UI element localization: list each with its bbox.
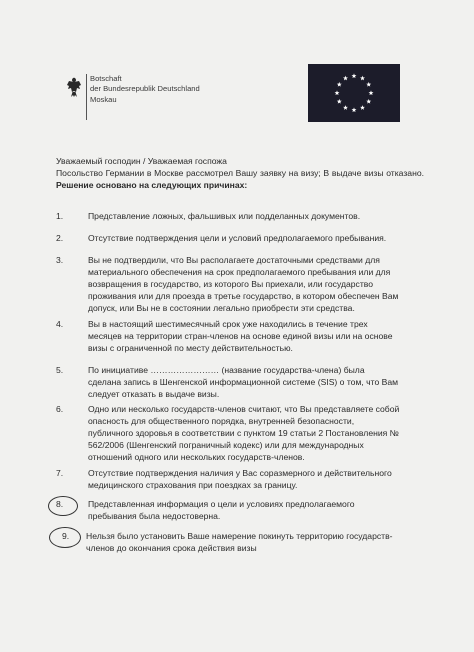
- reason-line: визы с ограниченной по месту действительностью.: [88, 343, 293, 353]
- intro-paragraph: [56, 167, 424, 191]
- reason-number: 8.: [56, 499, 64, 509]
- reason-number: 7.: [56, 468, 64, 478]
- reason-number: 4.: [56, 319, 64, 329]
- reason-line: пребывания была недостоверна.: [88, 511, 221, 521]
- letter-intro-block: [56, 155, 424, 191]
- federal-eagle-icon: [66, 76, 82, 98]
- intro-text: Посольство Германии в Москве рассмотрел Вашу заявку на визу; В выдаче визы отказано.: [56, 168, 424, 178]
- reason-line: Нельзя было установить Ваше намерение покинуть территорию государств-: [86, 531, 393, 541]
- reason-number: 3.: [56, 255, 64, 265]
- reason-line: месяцев на территории стран-членов на основе единой визы или на основе: [88, 331, 393, 341]
- reason-text: [88, 232, 436, 244]
- embassy-line: Botschaft: [90, 74, 122, 83]
- embassy-line: der Bundesrepublik Deutschland: [90, 84, 200, 94]
- reason-line: сделана запись в Шенгенской информационной системе (SIS) о том, что Вам: [88, 377, 399, 387]
- reason-line: 562/2006 (Шенгенский пограничный кодекс) или для международных: [88, 440, 364, 450]
- reason-text: [88, 210, 436, 222]
- reason-line: публичного здоровья в соответствии с пунктом 19 статьи 2 Постановления №: [88, 428, 399, 438]
- embassy-line: Moskau: [90, 94, 117, 104]
- reason-line: Отсутствие подтверждения наличия у Вас соразмерного и действительного: [88, 468, 392, 478]
- reason-line: следует отказать в выдаче визы.: [88, 389, 220, 399]
- embassy-name: [90, 74, 200, 105]
- reason-number: 6.: [56, 404, 64, 414]
- reason-line: отношений одного или нескольких государств-членов.: [88, 452, 305, 462]
- reason-line: опасность для общественного порядка, внутренней безопасности,: [88, 416, 355, 426]
- reason-line: По инициативе …………………… (название государства-члена) была: [88, 365, 365, 375]
- reason-text: [86, 530, 434, 554]
- circle-mark-8: [48, 496, 78, 516]
- eu-flag-icon: [308, 64, 400, 122]
- reason-line: медицинского страхования при поездках за границу.: [88, 480, 298, 490]
- reason-text: [88, 318, 436, 354]
- reason-line: Представленная информация о цели и условиях предполагаемого: [88, 499, 355, 509]
- reason-line: Представление ложных, фальшивых или подделанных документов.: [88, 211, 361, 221]
- reason-number: 2.: [56, 233, 64, 243]
- reason-line: Одно или несколько государств-членов считают, что Вы представляете собой: [88, 404, 400, 414]
- reason-number: 1.: [56, 211, 64, 221]
- reason-line: материального обеспечения на срок предполагаемого пребывания или для: [88, 267, 391, 277]
- reason-number: 5.: [56, 365, 64, 375]
- emblem-divider: [86, 74, 87, 120]
- reason-line: Вы в настоящий шестимесячный срок уже находились в течение трех: [88, 319, 368, 329]
- reason-text: [88, 403, 436, 463]
- reason-number: 9.: [62, 531, 70, 541]
- reason-text: [88, 498, 436, 522]
- reason-line: членов до окончания срока действия визы: [86, 543, 257, 553]
- reason-line: Вы не подтвердили, что Вы располагаете достаточными средствами для: [88, 255, 380, 265]
- reason-line: Отсутствие подтверждения цели и условий предполагаемого пребывания.: [88, 233, 387, 243]
- reason-line: проживания или для проезда в третье государство, в котором обеспечен Вам: [88, 291, 399, 301]
- decision-heading: Решение основано на следующих причинах:: [56, 180, 248, 190]
- circle-mark-9: [49, 527, 81, 548]
- reason-text: [88, 364, 436, 400]
- salutation: Уважаемый господин / Уважаемая госпожа: [56, 156, 227, 166]
- reason-line: возвращения в государство, из которого Вы приехали, или государство: [88, 279, 374, 289]
- reason-line: допуск, или Вы не в состоянии легально приобрести эти средства.: [88, 303, 355, 313]
- reason-text: [88, 467, 436, 491]
- reason-text: [88, 254, 436, 314]
